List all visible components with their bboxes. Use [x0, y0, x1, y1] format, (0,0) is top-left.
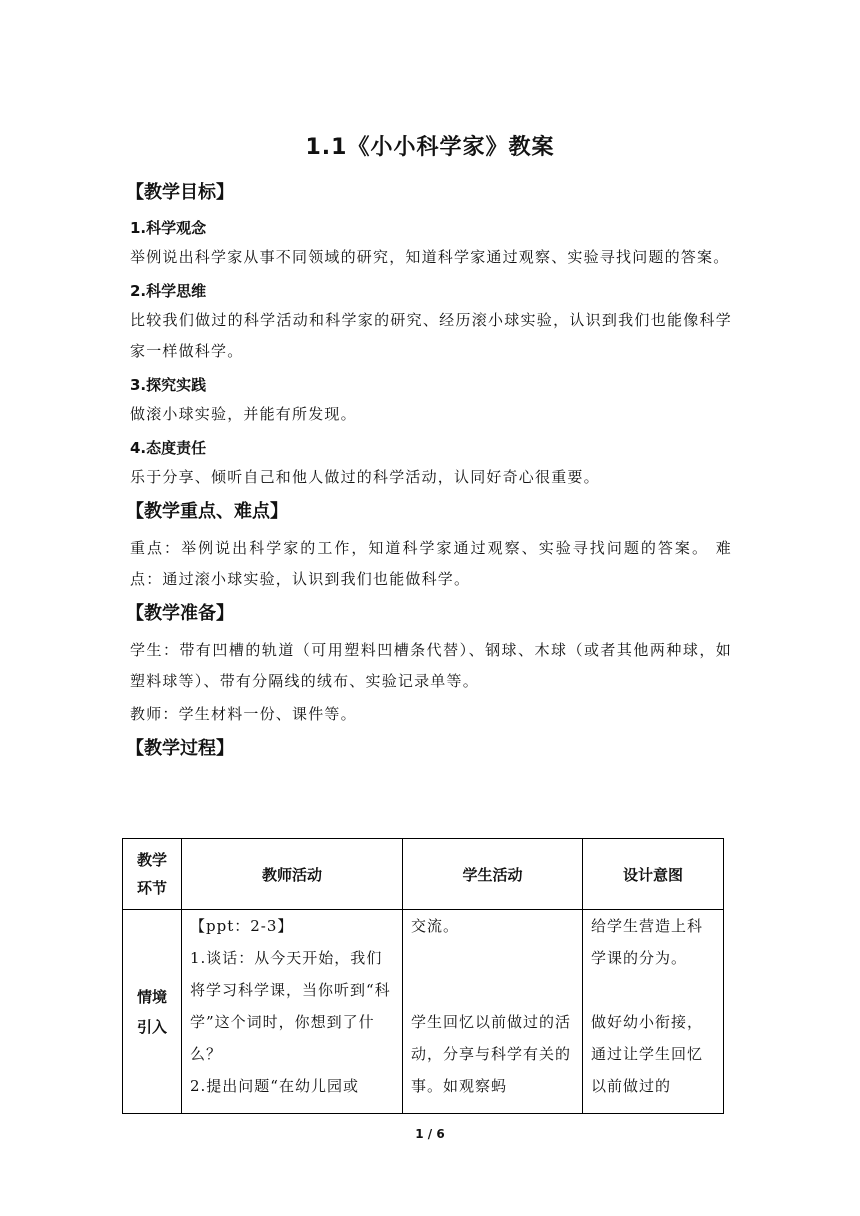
goal-text-3: 做滚小球实验，并能有所发现。 [130, 405, 357, 423]
header-stage-line1: 教学 [136, 851, 167, 869]
header-stage [123, 839, 182, 910]
stage-line2: 引入 [136, 1017, 167, 1036]
teacher-line-3: 2.提出问题“在幼儿园或 [190, 1077, 359, 1095]
section-heading-preparation: 【教学准备】 [126, 603, 234, 624]
teacher-line-2: 1.谈话：从今天开始，我们将学习科学课，当你听到“科学”这个词时，你想到了什么？ [190, 949, 391, 1063]
stage-line1: 情境 [136, 987, 167, 1006]
section-heading-process: 【教学过程】 [126, 738, 234, 759]
process-table [122, 838, 724, 1114]
student-text-b: 学生回忆以前做过的活动，分享与科学有关的事。如观察蚂 [411, 1013, 572, 1095]
cell-student [403, 910, 583, 1114]
cell-intent [583, 910, 724, 1114]
goal-text-4: 乐于分享、倾听自己和他人做过的科学活动，认同好奇心很重要。 [130, 468, 600, 486]
table-row [123, 910, 724, 1114]
header-intent: 设计意图 [583, 839, 724, 910]
document-title: 1.1《小小科学家》教案 [305, 135, 555, 160]
intent-text-b: 做好幼小衔接，通过让学生回忆以前做过的 [591, 1013, 704, 1095]
header-teacher: 教师活动 [182, 839, 403, 910]
cell-teacher [182, 910, 403, 1114]
section-heading-key-points: 【教学重点、难点】 [126, 501, 288, 522]
header-student: 学生活动 [403, 839, 583, 910]
goal-label-2: 2.科学思维 [130, 282, 207, 300]
goal-text-2: 比较我们做过的科学活动和科学家的研究、经历滚小球实验，认识到我们也能像科学家一样做科学。 [130, 311, 732, 360]
goal-text-1: 举例说出科学家从事不同领域的研究，知道科学家通过观察、实验寻找问题的答案。 [130, 248, 730, 266]
goal-label-4: 4.态度责任 [130, 439, 207, 457]
cell-stage [123, 910, 182, 1114]
intent-text-a: 给学生营造上科学课的分为。 [591, 917, 704, 967]
section-heading-goals: 【教学目标】 [126, 182, 234, 203]
goal-label-3: 3.探究实践 [130, 376, 207, 394]
header-stage-line2: 环节 [136, 879, 167, 897]
teacher-line-1: 【ppt：2-3】 [190, 917, 294, 935]
document-body [126, 178, 732, 770]
goal-label-1: 1.科学观念 [130, 219, 207, 237]
key-points-text: 重点：举例说出科学家的工作，知道科学家通过观察、实验寻找问题的答案。 难点：通过滚小球实验，认识到我们也能做科学。 [130, 539, 732, 588]
table-header-row [123, 839, 724, 910]
preparation-student: 学生：带有凹槽的轨道（可用塑料凹槽条代替）、钢球、木球（或者其他两种球，如塑料球等）、带有分隔线的绒布、实验记录单等。 [130, 641, 732, 690]
page-number: 1 / 6 [415, 1127, 445, 1141]
student-text-a: 交流。 [411, 917, 460, 935]
preparation-teacher: 教师：学生材料一份、课件等。 [130, 705, 357, 723]
